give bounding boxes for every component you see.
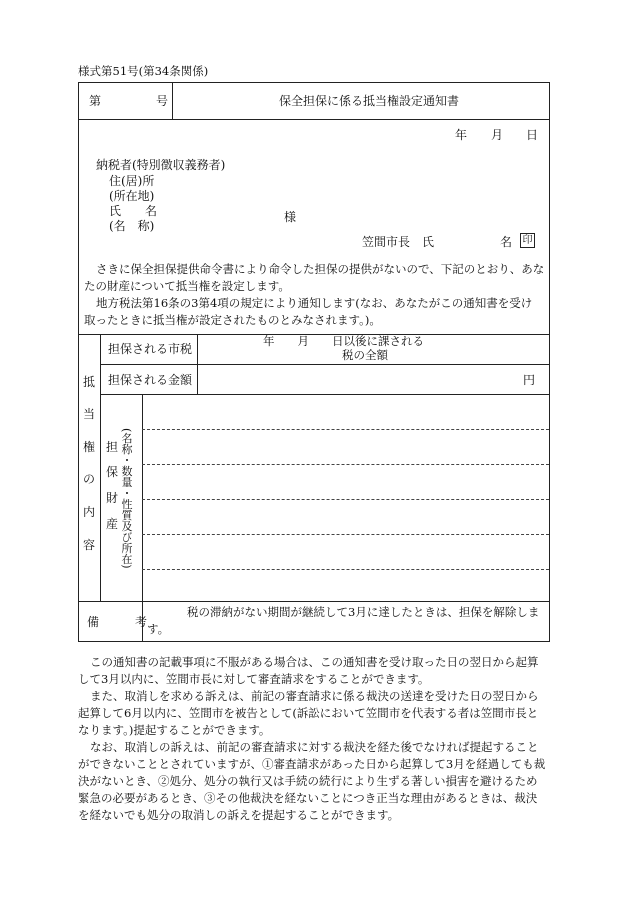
property-line-4 — [142, 534, 549, 535]
side-char-4: の — [82, 472, 95, 486]
name-label-2: (名 称) — [109, 219, 155, 233]
property-char-4: 産 — [105, 517, 118, 531]
notice-p2-line2: 取ったときに抵当権が設定されたものとみなされます。)。 — [84, 313, 381, 327]
footer-line-3: また、取消しを求める訴えは、前記の審査請求に係る裁決の送達を受けた日の翌日から — [90, 689, 539, 703]
sama-label: 様 — [284, 210, 297, 224]
property-line-5 — [142, 569, 549, 570]
footer-line-5: なります。)提起することができます。 — [78, 723, 271, 737]
side-char-2: 当 — [82, 407, 95, 421]
notice-p1-line1: さきに保全担保提供命令書により命令した担保の提供がないので、下記のとおり、あな — [96, 262, 545, 276]
footer-line-10: を経ないでも処分の取消しの訴えを提起することができます。 — [78, 808, 400, 822]
mayor-label: 笠間市長 氏 — [362, 235, 435, 249]
notice-p2-line1: 地方税法第16条の3第4項の規定により通知します(なお、あなたがこの通知書を受け — [96, 296, 533, 310]
go-label: 号 — [156, 94, 169, 108]
footer-line-8: 決がないとき、②処分、処分の執行又は手続の続行により生ずる著しい損害を避けるため — [78, 774, 538, 788]
property-note: (名称・数量・性質及び所在) — [120, 428, 133, 569]
property-char-1: 担 — [105, 440, 118, 454]
form-number: 様式第51号(第34条関係) — [78, 64, 209, 78]
side-char-3: 権 — [82, 440, 95, 454]
footer-line-6: なお、取消しの訴えは、前記の審査請求に対する裁決を経た後でなければ提起すること — [90, 740, 539, 754]
form-title: 保全担保に係る抵当権設定通知書 — [279, 94, 460, 108]
header-divider — [172, 83, 173, 119]
date-month: 月 — [491, 128, 504, 142]
property-char-2: 保 — [105, 465, 118, 479]
secured-tax-value-line2: 税の全額 — [342, 348, 388, 362]
seal-box: 印 — [520, 233, 535, 248]
taxpayer-heading: 納税者(特別徴収義務者) — [96, 158, 226, 172]
section-bottom-line — [79, 601, 549, 602]
remarks-line1: 税の滞納がない期間が継続して3月に達したときは、担保を解除しま — [187, 605, 540, 619]
footer-line-1: この通知書の記載事項に不服がある場合は、この通知書を受け取った日の翌日から起算 — [90, 655, 539, 669]
row1-bottom-line — [100, 364, 549, 365]
header-bottom-line — [79, 119, 549, 120]
side-char-5: 内 — [82, 505, 95, 519]
mei-label: 名 — [500, 235, 513, 249]
secured-tax-value-line1: 年 月 日以後に課される — [263, 334, 424, 348]
remarks-label: 備 考 — [87, 615, 148, 629]
property-line-2 — [142, 464, 549, 465]
date-day: 日 — [526, 128, 539, 142]
footer-line-4: 起算して6月以内に、笠間市を被告として(訴訟において笠間市を代表する者は笠間市長と — [78, 706, 539, 720]
secured-amount-label: 担保される金額 — [108, 373, 193, 387]
name-label: 氏 名 — [109, 204, 158, 218]
side-char-6: 容 — [82, 538, 95, 552]
property-line-1 — [142, 429, 549, 430]
side-label-divider — [100, 334, 101, 601]
row2-bottom-line — [100, 394, 549, 395]
remarks-line2: す。 — [147, 622, 170, 636]
notice-form-frame — [78, 82, 550, 642]
secured-tax-label: 担保される市税 — [108, 342, 193, 356]
location-label: (所在地) — [109, 189, 155, 203]
address-label: 住(居)所 — [109, 174, 155, 188]
footer-line-7: ができないこととされていますが、①審査請求があった日から起算して3月を経過しても裁 — [78, 757, 546, 771]
dai-label: 第 — [89, 94, 102, 108]
notice-p1-line2: たの財産について抵当権を設定します。 — [84, 279, 290, 293]
footer-line-9: 緊急の必要があるとき、③その他裁決を経ないことにつき正当な理由があるときは、裁決 — [78, 791, 538, 805]
amount-unit: 円 — [523, 373, 536, 387]
footer-line-2: して3月以内に、笠間市長に対して審査請求をすることができます。 — [78, 672, 430, 686]
property-line-3 — [142, 499, 549, 500]
property-char-3: 財 — [105, 491, 118, 505]
date-year: 年 — [455, 128, 468, 142]
side-char-1: 抵 — [82, 375, 95, 389]
